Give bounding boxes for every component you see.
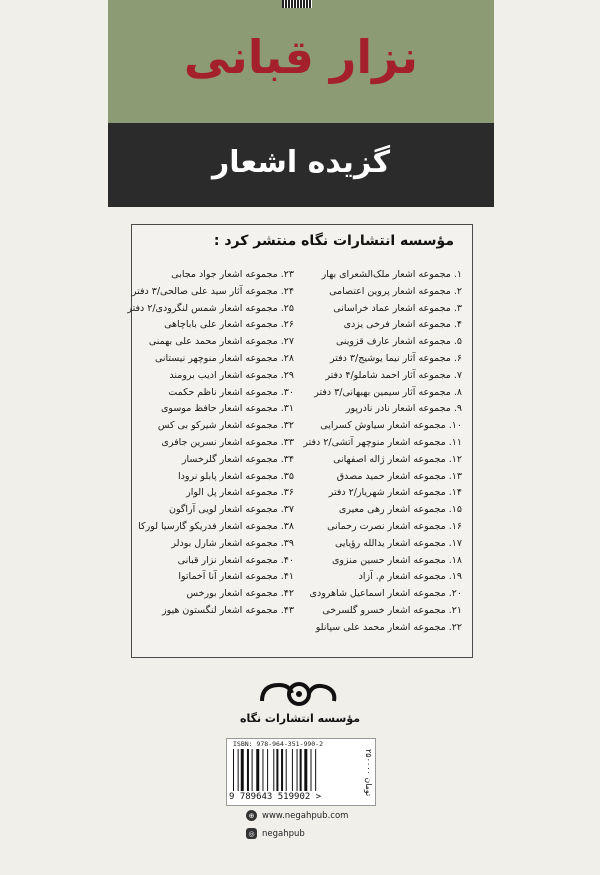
list-item: ۱۵. مجموعه اشعار رهی معیری [338, 504, 462, 516]
list-item: ۳۵. مجموعه اشعار پابلو نرودا [178, 470, 294, 482]
list-item: ۱۹. مجموعه اشعار م. آزاد [358, 571, 462, 583]
list-column-right [292, 267, 462, 637]
globe-icon: ⊕ [246, 810, 257, 821]
list-item: ۲۹. مجموعه اشعار ادیب برومند [169, 369, 294, 381]
instagram-text[interactable]: negahpub [262, 828, 305, 839]
list-item: ۷. مجموعه آثار احمد شاملو/۴ دفتر [325, 369, 462, 381]
isbn-barcode [226, 738, 376, 806]
list-item: ۲۱. مجموعه اشعار خسرو گلسرخی [322, 604, 462, 616]
list-item: ۵. مجموعه اشعار عارف قزوینی [335, 336, 462, 348]
author-title: نزار قبانی [183, 30, 419, 84]
instagram-row [246, 828, 305, 839]
list-item: ۳۷. مجموعه اشعار لویی آراگون [168, 504, 294, 516]
list-item: ۳۱. مجموعه اشعار حافظ موسوی [161, 403, 294, 415]
website-text[interactable]: www.negahpub.com [262, 810, 349, 821]
list-item: ۴۲. مجموعه اشعار بورخس [186, 588, 294, 600]
list-item: ۳۴. مجموعه اشعار گلرخسار [181, 453, 294, 465]
list-item: ۴۰. مجموعه اشعار نزار قبانی [177, 554, 294, 566]
list-item: ۱۶. مجموعه اشعار نصرت رحمانی [327, 520, 462, 532]
publisher-logo [254, 679, 344, 709]
list-item: ۸. مجموعه آثار سیمین بهبهانی/۳ دفتر [314, 386, 462, 398]
list-item: ۲. مجموعه اشعار پروین اعتصامی [329, 285, 462, 297]
list-item: ۳۰. مجموعه اشعار ناظم حکمت [168, 386, 294, 398]
negah-logo-icon [254, 679, 344, 709]
list-item: ۱۸. مجموعه اشعار حسین منزوی [331, 554, 462, 566]
list-item: ۳۲. مجموعه اشعار شیرکو بی کس [157, 420, 294, 432]
list-item: ۱. مجموعه اشعار ملک‌الشعرای بهار [321, 269, 462, 280]
list-item: ۳۹. مجموعه اشعار شارل بودلر [171, 537, 294, 549]
list-item: ۱۴. مجموعه اشعار شهریار/۲ دفتر [328, 487, 462, 499]
corner-barcode-sticker [282, 0, 312, 8]
list-item: ۳۳. مجموعه اشعار نسرین جافری [161, 436, 294, 448]
list-item: ۱۱. مجموعه اشعار منوچهر آتشی/۲ دفتر [303, 436, 462, 448]
list-item: ۲۸. مجموعه اشعار منوچهر نیستانی [154, 352, 294, 364]
book-title: گزیده اشعار [211, 145, 391, 180]
list-item: ۲۷. مجموعه اشعار محمد علی بهمنی [148, 336, 294, 348]
list-item: ۹. مجموعه اشعار نادر نادرپور [345, 403, 462, 415]
barcode-bars-icon [233, 749, 343, 791]
isbn-label: ISBN: 978-964-351-990-2 [233, 740, 324, 748]
list-heading: مؤسسه انتشارات نگاه منتشر کرد : [213, 233, 454, 249]
list-item: ۲۶. مجموعه اشعار علی باباچاهی [164, 319, 294, 331]
list-item: ۱۷. مجموعه اشعار یدالله رؤیایی [334, 537, 462, 549]
list-item: ۴۳. مجموعه اشعار لنگستون هیوز [162, 604, 294, 616]
publisher-name: مؤسسه انتشارات نگاه [239, 712, 361, 725]
publications-list-box [127, 224, 473, 658]
list-item: ۳۶. مجموعه اشعار پل الوار [186, 487, 294, 499]
list-item: ۲۰. مجموعه اشعار اسماعیل شاهرودی [309, 588, 462, 600]
list-column-left [127, 267, 294, 620]
list-item: ۴۱. مجموعه اشعار آنا آخماتوا [178, 571, 294, 583]
isbn-digits: 9 789643 519902 > [229, 792, 322, 802]
list-item: ۳۸. مجموعه اشعار فدریکو گارسیا لورکا [138, 520, 294, 532]
price-label: ۲۵۰۰۰۰ تومان [364, 749, 373, 797]
list-item: ۲۲. مجموعه اشعار محمد علی سپانلو [315, 621, 462, 633]
list-item: ۱۳. مجموعه اشعار حمید مصدق [336, 470, 462, 482]
list-item: ۱۲. مجموعه اشعار ژاله اصفهانی [333, 453, 462, 465]
list-item: ۳. مجموعه اشعار عماد خراسانی [333, 302, 462, 314]
list-item: ۶. مجموعه آثار نیما یوشیج/۳ دفتر [330, 352, 462, 364]
website-row [246, 810, 348, 821]
list-item: ۲۳. مجموعه اشعار جواد مجابی [171, 269, 294, 280]
list-item: ۲۴. مجموعه آثار سید علی صالحی/۳ دفتر [131, 285, 294, 297]
list-item: ۲۵. مجموعه اشعار شمس لنگرودی/۲ دفتر [127, 302, 294, 314]
list-item: ۱۰. مجموعه اشعار سیاوش کسرایی [320, 420, 462, 432]
instagram-icon: ◎ [246, 828, 257, 839]
list-item: ۴. مجموعه اشعار فرخی یزدی [343, 319, 462, 331]
